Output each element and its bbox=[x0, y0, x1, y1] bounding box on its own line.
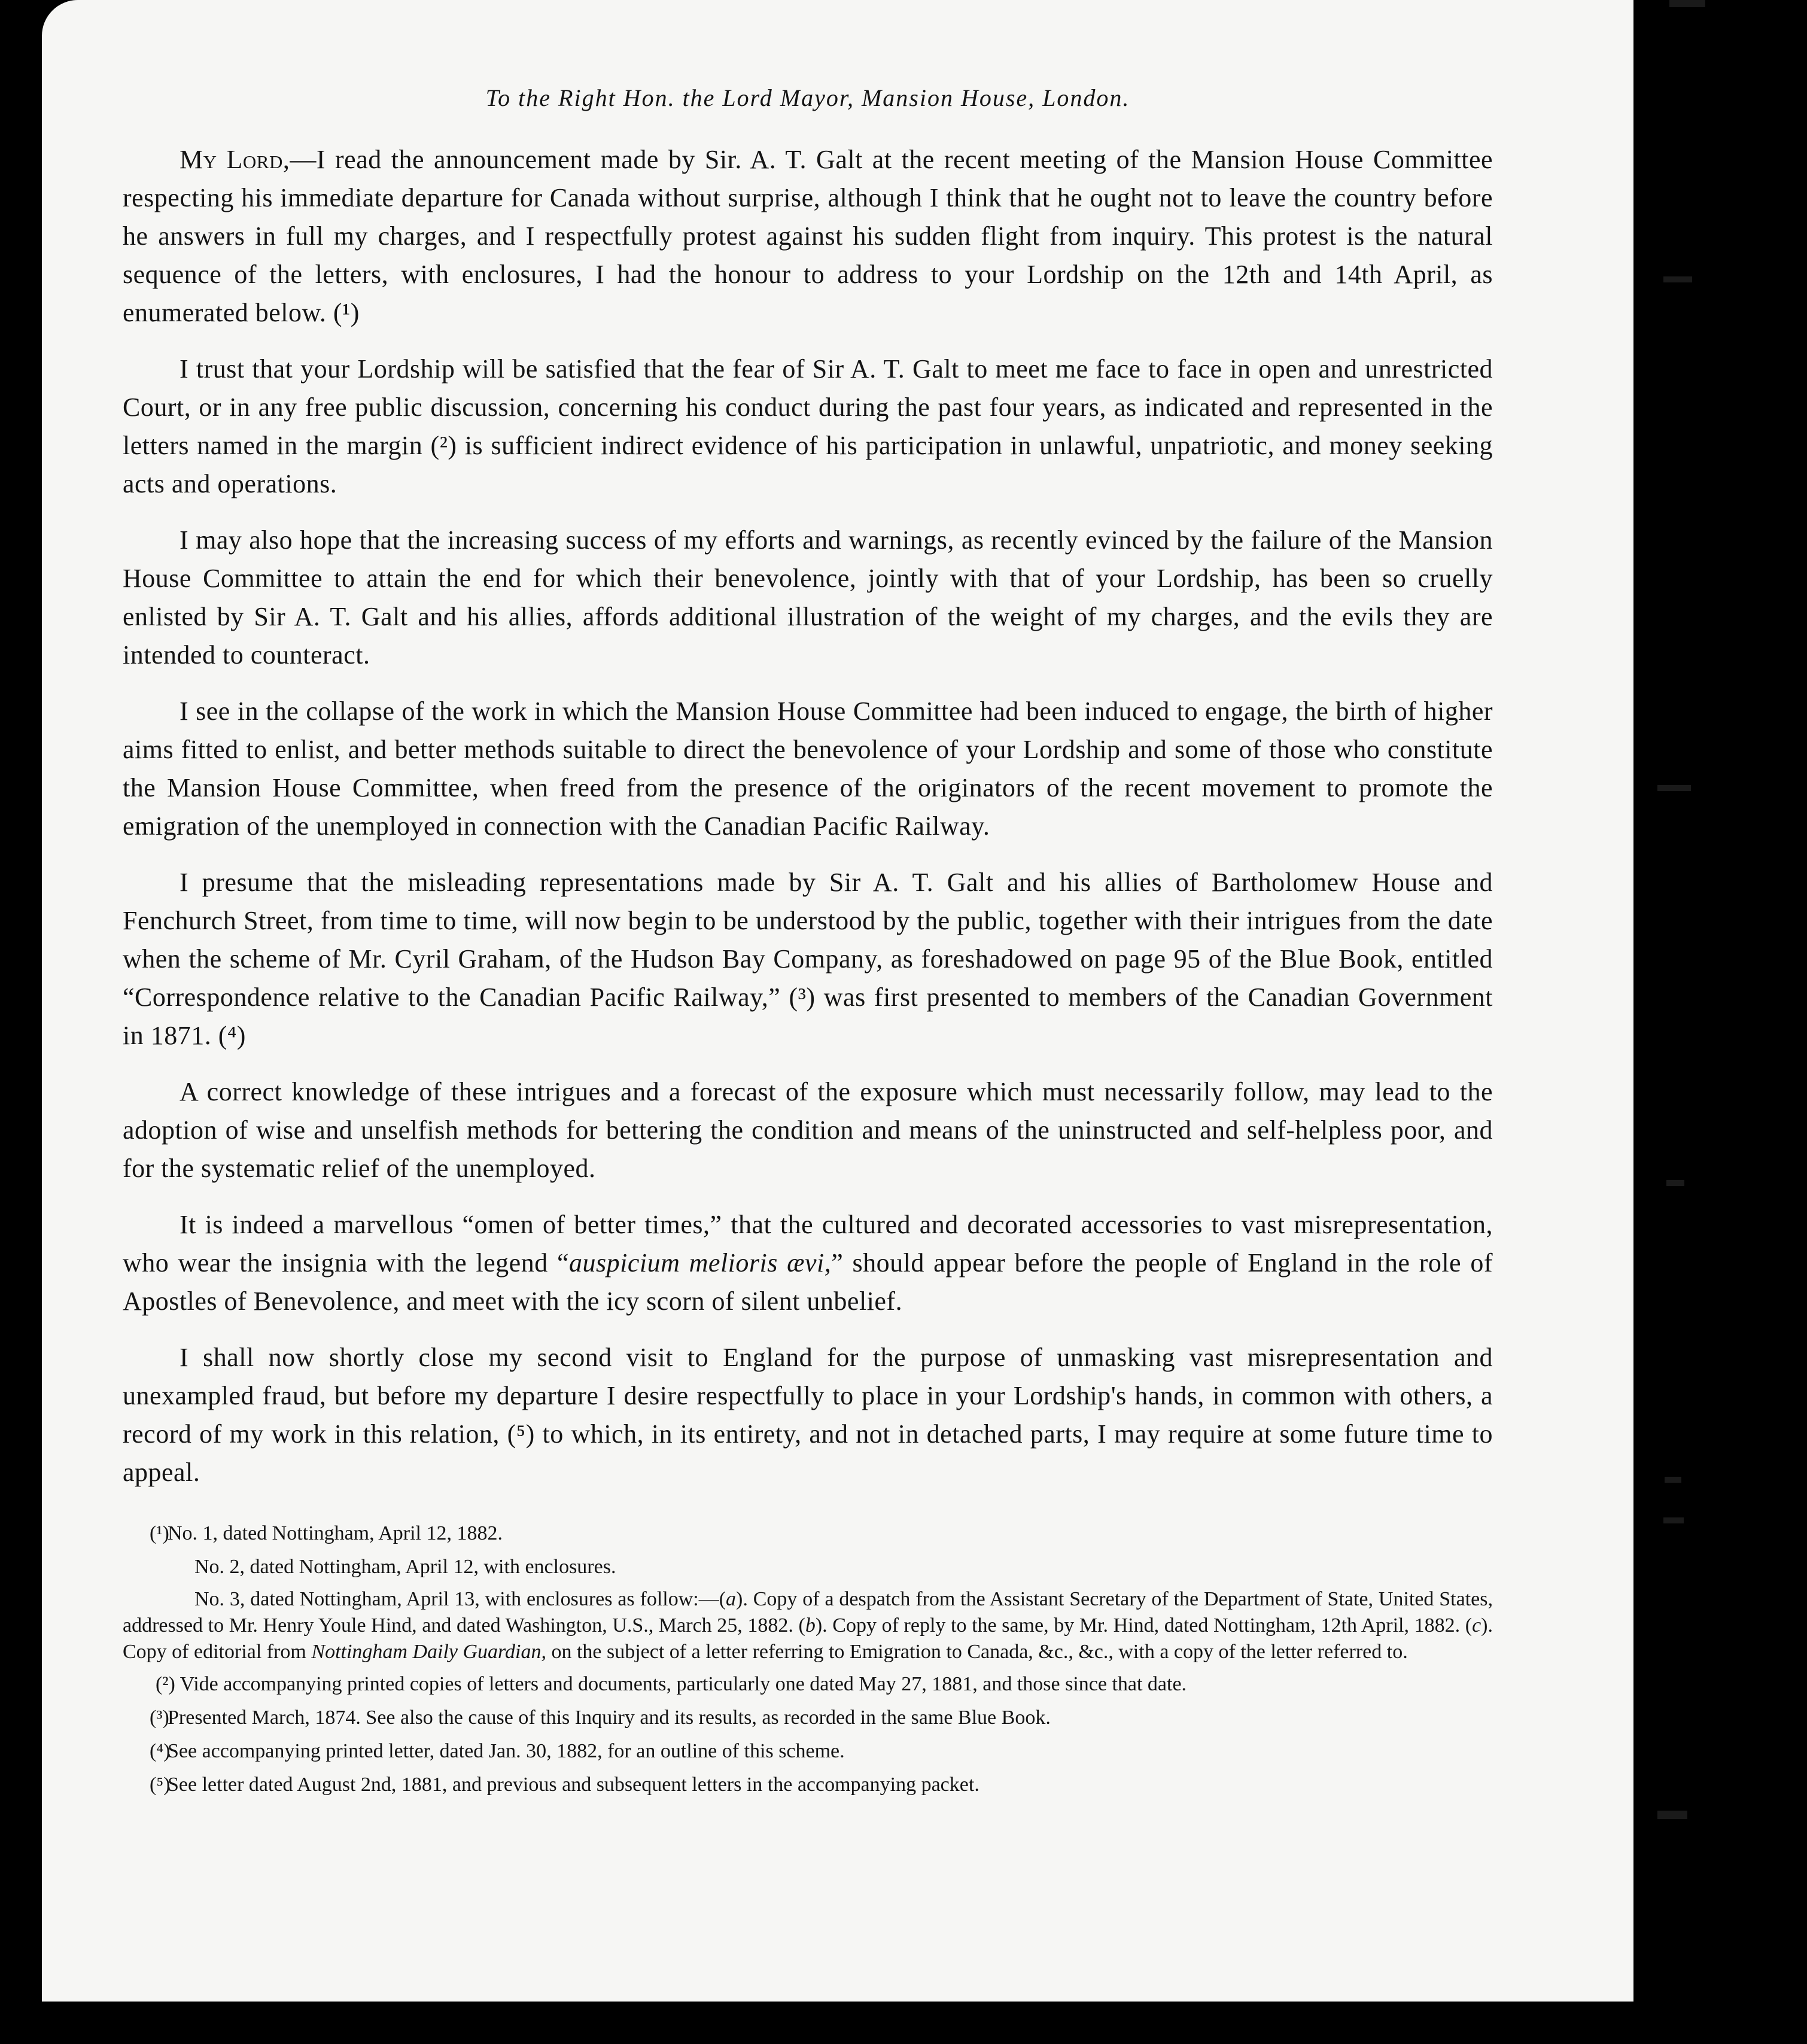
scan-mark bbox=[1657, 785, 1691, 791]
document-page bbox=[42, 0, 1633, 2002]
letter-heading: To the Right Hon. the Lord Mayor, Mansion House, London. bbox=[485, 84, 1130, 111]
paragraph-7 bbox=[123, 1206, 1493, 1321]
paragraph-8: I shall now shortly close my second visit to England for the purpose of unmasking vast misrepresentation and unexampled fraud, but before my departure I desire respectfully to place in your Lordship's hands, in common with others, a record of my work in this relation, (⁵) to which, in its entirety, and not in detached parts, I may require at some future time to appeal. bbox=[123, 1343, 1493, 1487]
footnote-5 bbox=[123, 1772, 1493, 1798]
scan-mark bbox=[1665, 1477, 1681, 1483]
footnote-1-no1: No. 1, dated Nottingham, April 12, 1882. bbox=[168, 1522, 503, 1544]
paragraph-1 bbox=[123, 141, 1493, 332]
scan-mark bbox=[1663, 276, 1692, 282]
footnote-1-no3-letter-a: a bbox=[726, 1588, 737, 1610]
paragraph-7-text-a: It is indeed a marvellous “omen of better times,” that the cultured and decorated accessories to vast misrepresentation, who wear the insignia with the legend “ bbox=[123, 1210, 1493, 1278]
footnote-1-mark: (¹) bbox=[150, 1522, 169, 1544]
footnote-3 bbox=[123, 1705, 1493, 1731]
footnote-1-no3-part-d: ). Copy of editorial from bbox=[123, 1614, 1493, 1663]
paragraph-4: I see in the collapse of the work in which the Mansion House Committee had been induced to engage, the birth of higher aims fitted to enlist, and better methods suitable to direct the benevolence of your Lordship and some of those who constitute the Mansion House Committee, when freed from the presence of the originators of the recent movement to promote the emigration of the unemployed in connection with the Canadian Pacific Railway. bbox=[123, 696, 1493, 841]
footnote-1-no3-letter-b: b bbox=[805, 1614, 816, 1637]
footnote-1-no3-part-b: ). Copy of a despatch from the Assistant Secretary of the Department of State, United States, addressed to Mr. Henry Youle Hind, and dated Washington, U.S., March 25, 1882. ( bbox=[123, 1588, 1493, 1637]
footnote-5-mark: (⁵) bbox=[150, 1774, 171, 1796]
footnote-3-mark: (³) bbox=[150, 1707, 169, 1729]
footnote-1 bbox=[123, 1520, 1493, 1547]
paragraph-7-text-b: ” should appear before the people of England in the role of Apostles of Benevolence, and meet with the icy scorn of silent unbelief. bbox=[123, 1248, 1493, 1316]
footnote-1-no3-letter-c: c bbox=[1472, 1614, 1482, 1637]
paragraph-1-text: —I read the announcement made by Sir. A. T. Galt at the recent meeting of the Mansion House Committee respecting his immediate departure for Canada without surprise, although I think that he ought not to leave the country before he answers in full my charges, and I respectfully protest against his sudden flight from inquiry. This protest is the natural sequence of the letters, with enclosures, I had the honour to address to your Lordship on the 12th and 14th April, as enumerated below. (¹) bbox=[123, 145, 1493, 327]
footnote-4-mark: (⁴) bbox=[150, 1740, 171, 1762]
footnote-1-no3-part-c: ). Copy of reply to the same, by Mr. Hind, dated Nottingham, 12th April, 1882. ( bbox=[815, 1614, 1473, 1637]
footnote-3-text: Presented March, 1874. See also the cause of this Inquiry and its results, as recorded in the same Blue Book. bbox=[168, 1707, 1051, 1729]
scan-mark bbox=[1669, 0, 1705, 7]
footnote-4 bbox=[123, 1738, 1493, 1765]
paragraph-3: I may also hope that the increasing success of my efforts and warnings, as recently evinced by the failure of the Mansion House Committee to attain the end for which their benevolence, jointly with that of your Lordship, has been so cruelly enlisted by Sir A. T. Galt and his allies, affords additional illustration of the weight of my charges, and the evils they are intended to counteract. bbox=[123, 525, 1493, 670]
footnotes bbox=[123, 1520, 1493, 1798]
footnote-5-text: See letter dated August 2nd, 1881, and previous and subsequent letters in the accompanying packet. bbox=[168, 1774, 979, 1796]
paragraph-6: A correct knowledge of these intrigues and a forecast of the exposure which must necessarily follow, may lead to the adoption of wise and unselfish methods for bettering the condition and means of the uninstructed and self-helpless poor, and for the systematic relief of the unemployed. bbox=[123, 1077, 1493, 1183]
footnote-1-no2: No. 2, dated Nottingham, April 12, with enclosures. bbox=[194, 1556, 616, 1578]
scan-mark bbox=[1657, 1811, 1687, 1819]
footnote-1-no3 bbox=[123, 1586, 1493, 1665]
footnote-1-no3-part-a: No. 3, dated Nottingham, April 13, with enclosures as follow:—( bbox=[194, 1588, 726, 1610]
footnote-2: (²) Vide accompanying printed copies of letters and documents, particularly one dated May 27, 1881, and those since that date. bbox=[156, 1673, 1187, 1695]
latin-legend: auspicium melioris ævi, bbox=[569, 1248, 832, 1278]
scan-mark bbox=[1666, 1180, 1684, 1186]
paragraph-2: I trust that your Lordship will be satisfied that the fear of Sir A. T. Galt to meet me face to face in open and unrestricted Court, or in any free public discussion, concerning his conduct during the past four years, as indicated and represented in the letters named in the margin (²) is sufficient indirect evidence of his participation in unlawful, unpatriotic, and money seeking acts and operations. bbox=[123, 354, 1493, 498]
footnote-1-no3-part-e: on the subject of a letter referring to Emigration to Canada, &c., &c., with a copy of the letter referred to. bbox=[546, 1641, 1408, 1663]
footnote-4-text: See accompanying printed letter, dated Jan. 30, 1882, for an outline of this scheme. bbox=[168, 1740, 845, 1762]
salutation: My Lord, bbox=[180, 145, 290, 174]
scan-mark bbox=[1663, 1517, 1684, 1523]
footnote-1-no3-newspaper: Nottingham Daily Guardian, bbox=[311, 1641, 546, 1663]
paragraph-5: I presume that the misleading representations made by Sir A. T. Galt and his allies of Bartholomew House and Fenchurch Street, from time to time, will now begin to be understood by the public, together with their intrigues from the date when the scheme of Mr. Cyril Graham, of the Hudson Bay Company, as foreshadowed on page 95 of the Blue Book, entitled “Correspondence relative to the Canadian Pacific Railway,” (³) was first presented to members of the Canadian Government in 1871. (⁴) bbox=[123, 868, 1493, 1050]
